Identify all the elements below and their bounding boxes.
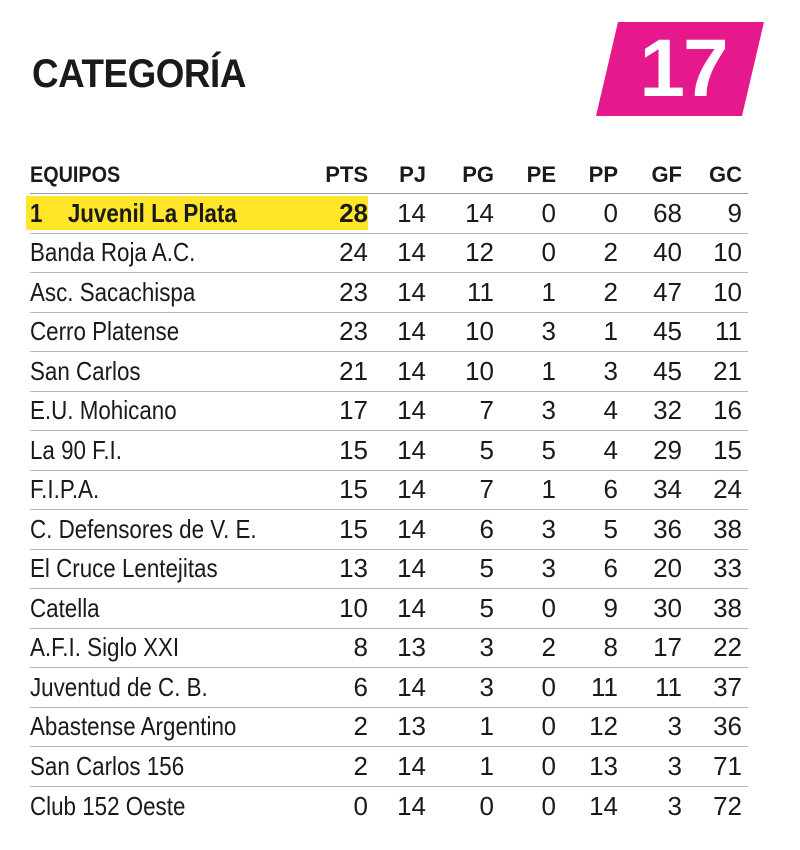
cell-gf: 20 xyxy=(653,553,682,584)
cell-pe: 1 xyxy=(541,276,556,307)
table-row xyxy=(30,471,748,511)
cell-pts: 0 xyxy=(353,790,368,821)
cell-pts: 17 xyxy=(339,395,368,426)
header-gc: GC xyxy=(709,161,742,187)
cell-gf: 3 xyxy=(667,790,682,821)
cell-gc: 11 xyxy=(715,316,742,347)
leader-team: Juvenil La Plata xyxy=(67,197,237,228)
header-pp: PP xyxy=(588,161,618,187)
header-pts: PTS xyxy=(325,161,368,187)
leader-pts: 28 xyxy=(339,197,368,228)
table-row xyxy=(30,787,748,827)
cell-gf: 32 xyxy=(653,395,682,426)
table-row xyxy=(30,273,748,313)
leader-gc: 9 xyxy=(727,197,742,228)
table-row xyxy=(30,352,748,392)
cell-pts: 8 xyxy=(353,632,368,663)
cell-pj: 13 xyxy=(397,632,426,663)
cell-pg: 10 xyxy=(465,355,494,386)
team-name: El Cruce Lentejitas xyxy=(30,553,218,584)
cell-pe: 1 xyxy=(541,355,556,386)
header-pe: PE xyxy=(526,161,556,187)
cell-pe: 3 xyxy=(541,316,556,347)
cell-gf: 11 xyxy=(655,671,682,702)
cell-pg: 7 xyxy=(479,474,494,505)
table-header xyxy=(30,156,748,194)
cell-pg: 5 xyxy=(479,434,494,465)
cell-pts: 6 xyxy=(353,671,368,702)
team-name: Cerro Platense xyxy=(30,316,180,347)
table-row xyxy=(30,629,748,669)
cell-pg: 10 xyxy=(465,316,494,347)
table-row xyxy=(30,392,748,432)
table-row xyxy=(30,708,748,748)
cell-gc: 37 xyxy=(713,671,742,702)
cell-pe: 5 xyxy=(541,434,556,465)
table-row xyxy=(30,431,748,471)
cell-pj: 14 xyxy=(397,395,426,426)
leader-team-cell xyxy=(30,198,280,229)
table-row xyxy=(30,550,748,590)
page-title: CATEGORÍA xyxy=(32,52,246,96)
table-body xyxy=(30,234,748,827)
cell-gf: 45 xyxy=(653,316,682,347)
cell-pg: 12 xyxy=(465,237,494,268)
cell-pg: 1 xyxy=(479,750,494,781)
cell-pp: 9 xyxy=(603,592,618,623)
cell-gc: 71 xyxy=(713,750,742,781)
table-row xyxy=(30,510,748,550)
cell-pts: 10 xyxy=(339,592,368,623)
cell-pts: 2 xyxy=(353,711,368,742)
cell-pp: 5 xyxy=(603,513,618,544)
table-row xyxy=(30,234,748,274)
cell-pp: 8 xyxy=(603,632,618,663)
table-row xyxy=(30,668,748,708)
header-pj: PJ xyxy=(399,161,426,187)
cell-pg: 6 xyxy=(479,513,494,544)
table-row xyxy=(30,589,748,629)
cell-gc: 16 xyxy=(713,395,742,426)
leader-pj: 14 xyxy=(397,197,426,228)
leader-pe: 0 xyxy=(541,197,556,228)
cell-gc: 10 xyxy=(713,237,742,268)
cell-pg: 3 xyxy=(479,671,494,702)
cell-pp: 2 xyxy=(603,276,618,307)
cell-gf: 3 xyxy=(667,711,682,742)
header-gf: GF xyxy=(651,161,682,187)
cell-gc: 24 xyxy=(713,474,742,505)
cell-pp: 2 xyxy=(603,237,618,268)
team-name: Club 152 Oeste xyxy=(30,790,186,821)
cell-gf: 47 xyxy=(653,276,682,307)
cell-pts: 2 xyxy=(353,750,368,781)
cell-gc: 22 xyxy=(713,632,742,663)
team-name: Catella xyxy=(30,592,100,623)
cell-pp: 6 xyxy=(603,553,618,584)
team-name: La 90 F.I. xyxy=(30,434,122,465)
cell-pg: 0 xyxy=(479,790,494,821)
cell-pj: 14 xyxy=(397,276,426,307)
cell-pp: 13 xyxy=(589,750,618,781)
cell-gc: 36 xyxy=(713,711,742,742)
team-name: E.U. Mohicano xyxy=(30,395,177,426)
cell-pts: 24 xyxy=(339,237,368,268)
cell-pe: 0 xyxy=(541,750,556,781)
header-pg: PG xyxy=(462,161,494,187)
cell-pts: 23 xyxy=(339,276,368,307)
cell-gf: 36 xyxy=(653,513,682,544)
cell-pts: 23 xyxy=(339,316,368,347)
cell-pp: 4 xyxy=(603,434,618,465)
cell-gf: 17 xyxy=(653,632,682,663)
cell-gc: 72 xyxy=(713,790,742,821)
cell-pj: 14 xyxy=(397,671,426,702)
cell-gc: 33 xyxy=(713,553,742,584)
cell-pp: 4 xyxy=(603,395,618,426)
cell-pts: 13 xyxy=(339,553,368,584)
cell-pe: 2 xyxy=(541,632,556,663)
cell-pe: 0 xyxy=(541,237,556,268)
cell-pj: 14 xyxy=(397,434,426,465)
cell-gf: 30 xyxy=(653,592,682,623)
cell-pj: 14 xyxy=(397,592,426,623)
cell-pe: 0 xyxy=(541,592,556,623)
cell-pg: 1 xyxy=(479,711,494,742)
category-badge xyxy=(596,22,764,116)
leader-pg: 14 xyxy=(465,197,494,228)
cell-pj: 14 xyxy=(397,513,426,544)
cell-pe: 0 xyxy=(541,671,556,702)
team-name: San Carlos xyxy=(30,355,141,386)
team-name: C. Defensores de V. E. xyxy=(30,513,257,544)
cell-pj: 14 xyxy=(397,237,426,268)
team-name: Abastense Argentino xyxy=(30,711,237,742)
team-name: F.I.P.A. xyxy=(30,474,100,505)
cell-gc: 38 xyxy=(713,592,742,623)
cell-pe: 0 xyxy=(541,790,556,821)
team-name: Banda Roja A.C. xyxy=(30,237,196,268)
header-equipos: EQUIPOS xyxy=(30,161,121,187)
cell-pg: 5 xyxy=(479,592,494,623)
cell-pg: 7 xyxy=(479,395,494,426)
cell-pg: 3 xyxy=(479,632,494,663)
leader-highlight xyxy=(26,196,368,230)
table-row xyxy=(30,313,748,353)
cell-gf: 45 xyxy=(653,355,682,386)
cell-gf: 34 xyxy=(653,474,682,505)
cell-pts: 15 xyxy=(339,513,368,544)
cell-pj: 13 xyxy=(397,711,426,742)
cell-pe: 3 xyxy=(541,553,556,584)
cell-gf: 29 xyxy=(653,434,682,465)
team-name: A.F.I. Siglo XXI xyxy=(30,632,180,663)
team-name: Juventud de C. B. xyxy=(30,671,208,702)
cell-pp: 1 xyxy=(603,316,618,347)
standings-table xyxy=(30,156,748,826)
cell-gc: 15 xyxy=(713,434,742,465)
team-name: San Carlos 156 xyxy=(30,750,185,781)
cell-pe: 1 xyxy=(541,474,556,505)
cell-gc: 10 xyxy=(713,276,742,307)
cell-pp: 6 xyxy=(603,474,618,505)
cell-gc: 21 xyxy=(713,355,742,386)
leader-rank: 1 xyxy=(30,197,43,228)
cell-pts: 15 xyxy=(339,434,368,465)
cell-pp: 14 xyxy=(589,790,618,821)
cell-pj: 14 xyxy=(397,750,426,781)
leader-gf: 68 xyxy=(653,197,682,228)
cell-pg: 11 xyxy=(467,276,494,307)
cell-pp: 3 xyxy=(603,355,618,386)
cell-pts: 21 xyxy=(339,355,368,386)
cell-pg: 5 xyxy=(479,553,494,584)
cell-pj: 14 xyxy=(397,790,426,821)
team-name: Asc. Sacachispa xyxy=(30,276,196,307)
cell-gc: 38 xyxy=(713,513,742,544)
cell-pts: 15 xyxy=(339,474,368,505)
cell-gf: 3 xyxy=(667,750,682,781)
cell-pe: 0 xyxy=(541,711,556,742)
cell-pe: 3 xyxy=(541,513,556,544)
cell-pe: 3 xyxy=(541,395,556,426)
cell-pj: 14 xyxy=(397,316,426,347)
cell-pj: 14 xyxy=(397,355,426,386)
table-row xyxy=(30,747,748,787)
cell-pp: 12 xyxy=(589,711,618,742)
cell-gf: 40 xyxy=(653,237,682,268)
leader-row xyxy=(30,194,748,234)
leader-pp: 0 xyxy=(603,197,618,228)
cell-pj: 14 xyxy=(397,474,426,505)
cell-pj: 14 xyxy=(397,553,426,584)
category-number: 17 xyxy=(639,23,727,114)
cell-pp: 11 xyxy=(591,671,618,702)
